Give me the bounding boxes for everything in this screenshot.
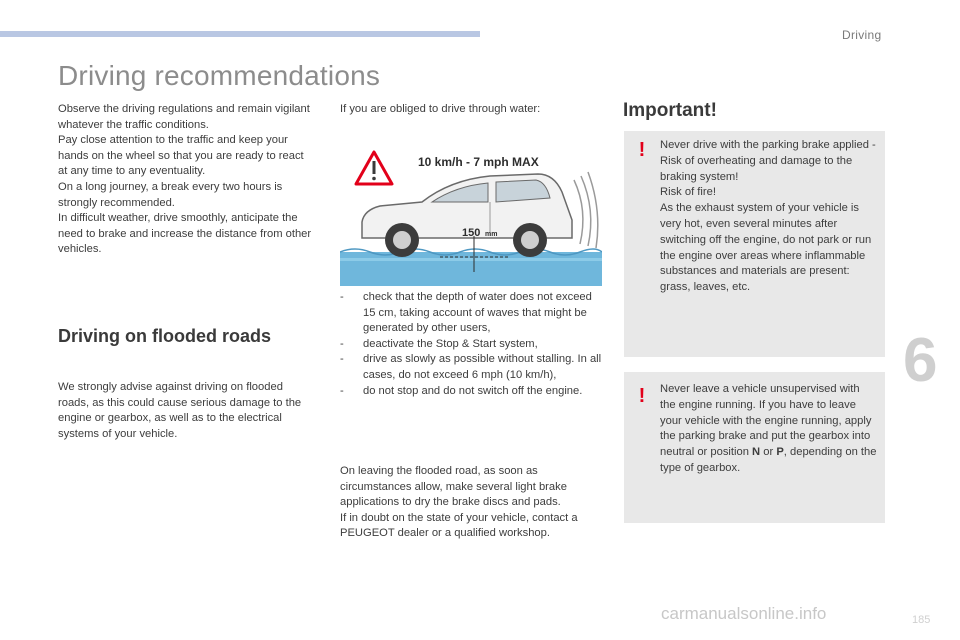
- page-title: Driving recommendations: [58, 60, 381, 91]
- list-item: [340, 384, 602, 400]
- warning-line: Risk of fire!: [660, 186, 716, 199]
- flooded-roads-heading: Driving on flooded roads: [58, 326, 272, 346]
- warning-exclamation-icon: !: [638, 385, 646, 407]
- intro-line: On a long journey, a break every two hours is strongly recommended.: [58, 180, 283, 209]
- gear-park: P: [776, 446, 784, 459]
- warning-line: Never drive with the parking brake applied - Risk of overheating and damage to the braking system!: [660, 139, 876, 183]
- chapter-number: 6: [903, 326, 938, 395]
- intro-line: Observe the driving regulations and remain vigilant whatever the traffic conditions.: [58, 103, 310, 131]
- dash-mark: -: [340, 337, 344, 350]
- section-label: Driving: [842, 28, 882, 42]
- depth-unit: mm: [485, 231, 498, 238]
- header-accent-bar: [0, 31, 480, 37]
- warning-triangle-icon: [356, 152, 392, 184]
- important-heading: Important!: [623, 100, 717, 121]
- speed-limit-label: 10 km/h - 7 mph MAX: [418, 155, 539, 169]
- water-intro: [340, 102, 602, 118]
- water-intro-text: If you are obliged to drive through water:: [340, 103, 541, 115]
- warning-line: As the exhaust system of your vehicle is very hot, even several minutes after switching off the engine, do not park or run the engine over areas where inflammable substances and materials are present: grass, leaves, etc.: [660, 202, 872, 294]
- intro-text: [58, 102, 316, 258]
- warning-text-part: or: [760, 446, 777, 459]
- leaving-flood-text: [340, 464, 602, 542]
- gear-neutral: N: [752, 446, 761, 459]
- car-icon: [362, 174, 572, 257]
- leaving-line: If in doubt on the state of your vehicle, contact a PEUGEOT dealer or a qualified workshop.: [340, 511, 578, 540]
- list-item: [340, 352, 602, 383]
- warning-box-parking-brake: [624, 131, 885, 357]
- list-item-text: do not stop and do not switch off the engine.: [363, 384, 583, 397]
- flooded-advice-text: We strongly advise against driving on flooded roads, as this could cause serious damage to the engine or gearbox, as well as to the electrical systems of your vehicle.: [58, 381, 302, 440]
- warning-exclamation-icon: !: [638, 139, 646, 161]
- list-item: [340, 290, 602, 337]
- intro-line: Pay close attention to the traffic and keep your hands on the wheel so that you are ready to react at any time to any eventuality.: [58, 134, 304, 178]
- leaving-line: On leaving the flooded road, as soon as circumstances allow, make several light brake applications to dry the brake discs and pads.: [340, 465, 567, 509]
- list-item-text: check that the depth of water does not exceed 15 cm, taking account of waves that might be generated by other users,: [363, 291, 592, 335]
- page-number: 185: [912, 614, 931, 626]
- warning-text-part: , depending on the type of gearbox.: [660, 446, 877, 474]
- warning-box-unsupervised: [624, 372, 885, 523]
- depth-value: 150: [462, 227, 481, 239]
- water-ripple: [340, 258, 602, 261]
- flooded-advice: [58, 380, 316, 442]
- list-item-text: drive as slowly as possible without stalling. In all cases, do not exceed 6 mph (10 km/h),: [363, 353, 602, 381]
- dash-mark: -: [340, 291, 344, 303]
- list-item: [340, 337, 602, 353]
- water-checklist: [340, 290, 602, 399]
- list-item-text: deactivate the Stop & Start system,: [363, 337, 538, 350]
- dash-mark: -: [340, 353, 344, 366]
- dash-mark: -: [340, 384, 344, 397]
- warning-text: [660, 138, 878, 296]
- motion-lines: [574, 172, 598, 248]
- watermark: carmanualsonline.info: [661, 604, 827, 623]
- flood-illustration: [340, 140, 602, 288]
- warning-text-part: Never leave a vehicle unsupervised with the engine running. If you have to leave your vehicle with the engine running, apply the parking brake and put the gearbox into neutral or position: [660, 383, 872, 459]
- intro-line: In difficult weather, drive smoothly, anticipate the need to brake and increase the distance from other vehicles.: [58, 212, 312, 256]
- warning-text: [660, 382, 878, 477]
